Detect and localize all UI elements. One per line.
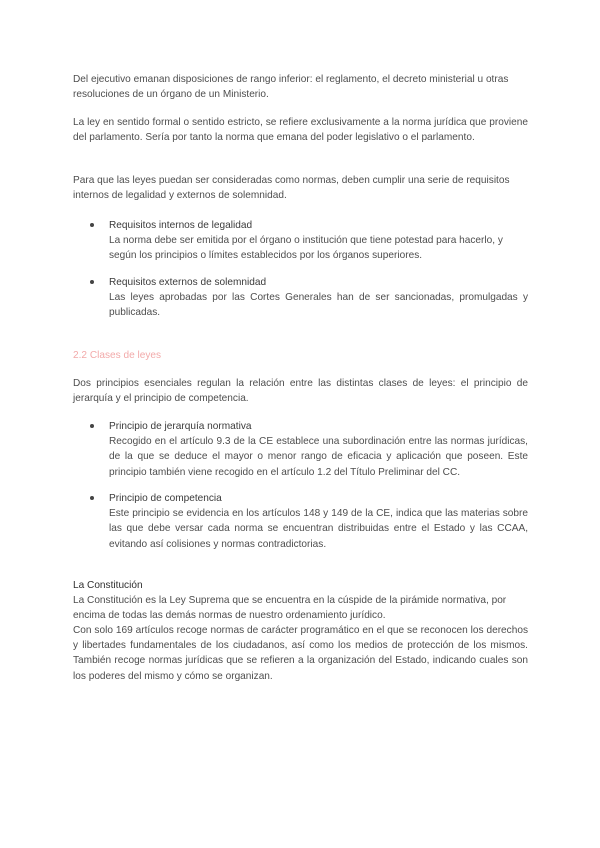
paragraph-constitucion-articulos: Con solo 169 artículos recoge normas de carácter programático en el que se reconocen los derechos y libertades fundamentales de los ciudadanos, así como los medios de protección de los mismos. También recoge normas jurídicas que se refieren a la organización del Estado, indicando cuales son los poderes del mismo y cómo se organizan. bbox=[73, 625, 528, 682]
list-item-requisitos-internos bbox=[90, 218, 528, 264]
bullet-icon bbox=[90, 496, 94, 500]
list-item-title: Principio de competencia bbox=[109, 493, 222, 504]
heading-la-constitucion: La Constitución bbox=[73, 580, 143, 591]
list-item-title: Requisitos externos de solemnidad bbox=[109, 277, 267, 288]
list-item-principio-jerarquia bbox=[90, 419, 528, 480]
list-item-body: La norma debe ser emitida por el órgano o institución que tiene potestad para hacerlo, y según los principios o límites establecidos por los órganos superiores. bbox=[109, 235, 503, 262]
list-item-body: Este principio se evidencia en los artículos 148 y 149 de la CE, indica que las materias sobre las que debe versar cada norma se encuentran distribuidas entre el Estado y las CCAA, evitando así colisiones y normas contradictorias. bbox=[109, 508, 528, 550]
bullet-icon bbox=[90, 223, 94, 227]
list-item-body: Recogido en el artículo 9.3 de la CE establece una subordinación entre las normas jurídicas, de la que se deduce el mayor o menor rango de eficacia y aplicación que poseen. Este principio también viene recogido en el artículo 1.2 del Título Preliminar del CC. bbox=[109, 436, 528, 478]
list-item-title: Requisitos internos de legalidad bbox=[109, 220, 253, 231]
bullet-icon bbox=[90, 280, 94, 284]
list-item-title: Principio de jerarquía normativa bbox=[109, 421, 252, 432]
section-heading-clases-de-leyes: 2.2 Clases de leyes bbox=[73, 350, 162, 361]
bullet-icon bbox=[90, 424, 94, 428]
paragraph-ejecutivo: Del ejecutivo emanan disposiciones de rango inferior: el reglamento, el decreto ministerial u otras resoluciones de un órgano de un Ministerio. bbox=[73, 74, 509, 101]
paragraph-constitucion-ley-suprema: La Constitución es la Ley Suprema que se encuentra en la cúspide de la pirámide normativa, por encima de todas las demás normas de nuestro ordenamiento jurídico. bbox=[73, 595, 507, 622]
paragraph-requisitos-intro: Para que las leyes puedan ser consideradas como normas, deben cumplir una serie de requisitos internos de legalidad y externos de solemnidad. bbox=[73, 175, 510, 202]
list-item-requisitos-externos bbox=[90, 275, 528, 321]
paragraph-principios-intro: Dos principios esenciales regulan la relación entre las distintas clases de leyes: el principio de jerarquía y el principio de competencia. bbox=[73, 378, 528, 405]
paragraph-ley-sentido-formal: La ley en sentido formal o sentido estricto, se refiere exclusivamente a la norma jurídica que proviene del parlamento. Sería por tanto la norma que emana del poder legislativo o el parlamento. bbox=[73, 117, 528, 144]
list-item-principio-competencia bbox=[90, 491, 528, 552]
list-item-body: Las leyes aprobadas por las Cortes Generales han de ser sancionadas, promulgadas y publicadas. bbox=[109, 292, 528, 319]
